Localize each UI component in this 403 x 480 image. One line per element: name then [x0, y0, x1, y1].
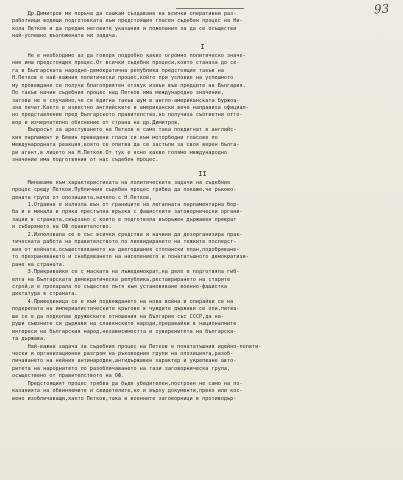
- text-line: вор и изчерпателно обяснение от страна на др.Димитров.: [12, 119, 181, 126]
- text-line: интереси на българския народ,независимостта и суверенитета на българска-: [12, 328, 237, 335]
- text-line: казанията на обвиняемите и свидетелите,но и върху документи,преко или кос-: [12, 388, 243, 395]
- text-line: тическата работа на правителството по ликвидирането на тежките последст-: [12, 239, 237, 246]
- section-heading-1: I: [200, 42, 205, 51]
- text-line: личаването на нейния антинароден,антидържавен характер и укрепване авто-: [12, 358, 237, 365]
- text-line: чески и организационен разгром на ръководния групи на опозицията,разоб-: [12, 351, 234, 358]
- archive-page-number: 93: [373, 1, 390, 17]
- text-line: 2.Използвала се е със всички средства и начини да дезорганизира прак-: [12, 231, 243, 238]
- text-line: вено изобличаващи,както Петков,така и военните заговорници в противодър-: [12, 395, 237, 402]
- text-line: строй,и е прокарала по същество пътя към установяване военно-фашистка: [12, 283, 228, 290]
- text-line: зации в страната,свързано с които е подготвяла въоръжен държавен преврат: [12, 216, 237, 223]
- text-line: осъществено от правителството на ОФ.: [12, 373, 125, 380]
- text-line: най-успешно възложената ни задача.: [12, 33, 118, 40]
- section-2-point-4: [12, 299, 393, 344]
- text-line: подкрепата на империалистическите кръгове в чуждите държави се опи,питва-: [12, 306, 240, 313]
- section-2-point-2: [12, 232, 393, 269]
- text-line: 4.Привединица се е към подвеждането на нова война и опирайки се на: [12, 298, 234, 305]
- text-line: Н.Петков е най-важния политически процес,който при условие на успешното: [12, 75, 234, 82]
- text-line: дената група от опозицията,начело с Н.Петков,: [12, 194, 153, 201]
- text-line: елта на Българската демократическа република,реставрирането на старите: [12, 276, 231, 283]
- text-line: диктатура в страната.: [12, 291, 78, 298]
- text-line: ри агент,в лицето на Н.Петков.От тук е ясно какво голямо международно: [12, 149, 228, 156]
- text-line: та държава.: [12, 336, 47, 343]
- text-line: Не е необходимо аз да говоря подробно какво огромно политическо значе-: [12, 52, 246, 59]
- text-line: но представление пред българското правителство,но получиха съответни отго-: [12, 112, 243, 119]
- text-line: значение има подготвяния от нас съдебен процес.: [12, 157, 159, 164]
- text-line: затова не е случайно,че се вдигна такъв шум в англо-американската буржоа-: [12, 97, 240, 104]
- text-line: вия от войната,осъществяването на двегодишния стопански план,подобряване-: [12, 246, 240, 253]
- header-rule: [176, 0, 244, 9]
- text-line: му провеждане се получи благоприятен отзвук извън във предците на България.: [12, 82, 246, 89]
- text-line: ше се е да подкопае дружеските отношения на България със СССР,да на-: [12, 313, 224, 320]
- text-line: руши съюзните си държави на славянските народи,предавайки в националните: [12, 321, 237, 328]
- section-2-main-task: [12, 344, 393, 381]
- text-line: Предстоящият процес трябва да бъде убедителен,построен не само на по-: [12, 380, 243, 387]
- section-heading-2: II: [198, 169, 207, 178]
- text-line: и събарянето на ОФ правителство.: [12, 224, 112, 231]
- text-line: то прехраняването и снабдяването на населението и понататъшното демократизи-: [12, 254, 249, 261]
- text-line: Най-важна задача за съдебния процес на Петков е понататъшния идейно-полити-: [12, 343, 262, 350]
- section-2-point-3: [12, 269, 393, 299]
- text-line: По такъв начин съдебния процес над Петков има международно значение,: [12, 90, 224, 97]
- text-line: ние има предстоящия процес.От всички съдебни процеси,които станаха до се-: [12, 60, 240, 67]
- text-line: Минаваме към характеристиката на политическите задачи на съдебния: [12, 179, 231, 186]
- intro-paragraph: [12, 11, 393, 41]
- text-line: зна печат.Както е известно английските и американски вече направиха официал-: [12, 104, 249, 111]
- text-line: 3.Прикривайки се с маската на лъжедемократ,на дело е подготвяла гиб-: [12, 269, 240, 276]
- text-line: ба и е минала в пряка престъпна връзка с фашистките заговорнически органи-: [12, 209, 243, 216]
- text-line: Въпросът за арестуването на Петков е само така повдигнат в английс-: [12, 127, 237, 134]
- section-2-point-1: [12, 202, 393, 232]
- section-2-intro: [12, 180, 393, 202]
- section-2-evidence: [12, 381, 393, 403]
- section-1-paragraph: [12, 53, 393, 165]
- text-line: кола Петков и да предам неговите указания и пожелания за да се осъществи: [12, 25, 237, 32]
- text-line: Др.Димитров ми поръча да сашкам създаване на всички оперативни раз-: [12, 11, 237, 17]
- text-line: кия парламент и Бевин преведени гласи си към моторбодни гласове по: [12, 134, 218, 141]
- text-line: процес срещу Петков.Публичния съдебен процес трябва да покаже,че ръково-: [12, 187, 237, 194]
- text-line: ритета на народнитето по разобличаването на тази заговорническа група,: [12, 365, 231, 372]
- text-line: ране на страната.: [12, 261, 65, 268]
- text-line: работници водещи подготовката към предстоящия гласен съдебен процес на Ни-: [12, 18, 243, 25]
- text-line: га в Българската народно-демократична република предстоящия такъв на: [12, 67, 224, 74]
- text-line: международната реакция,която се опитва да се застъпи за своя верен бълга-: [12, 142, 240, 149]
- text-line: 1.Отдавна е излязла вън от границите на легалната парламентарна бор-: [12, 201, 240, 208]
